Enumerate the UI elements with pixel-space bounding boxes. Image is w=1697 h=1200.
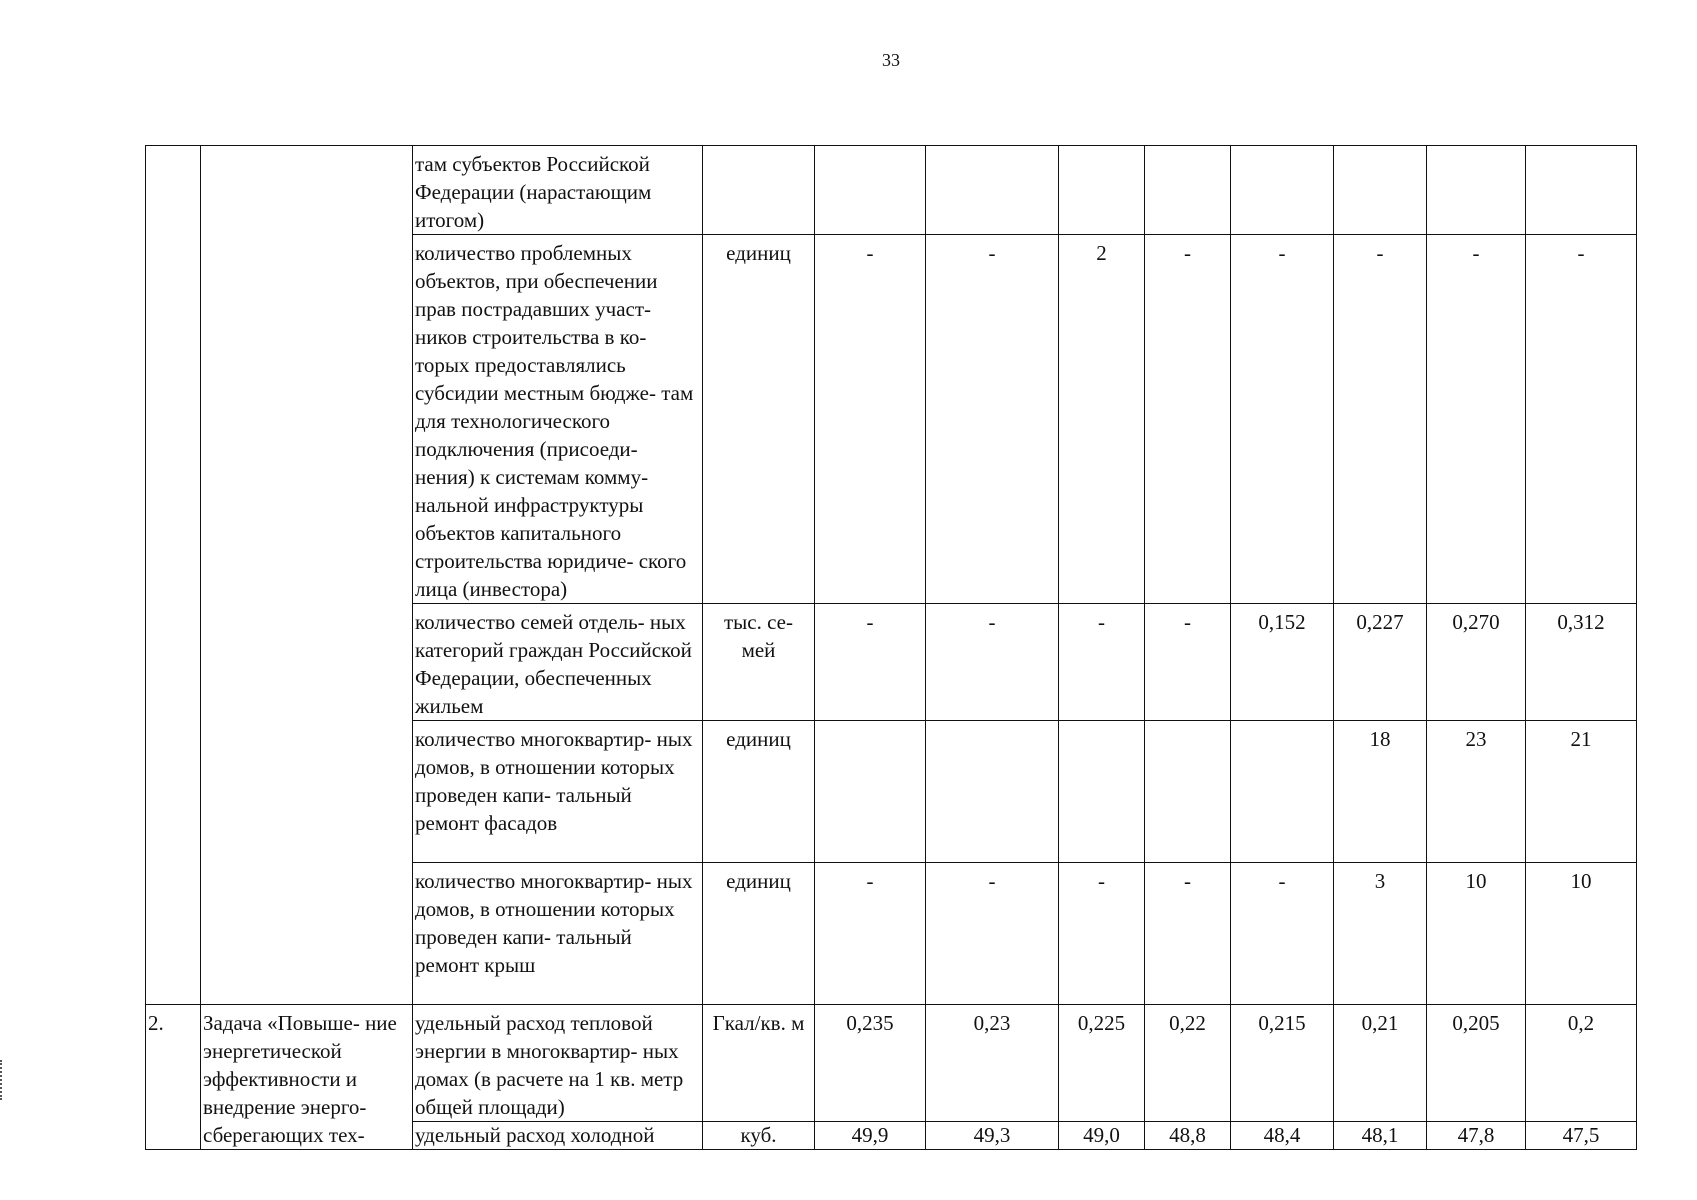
page-number: 33 [882, 50, 900, 70]
value-cell: - [1526, 235, 1637, 604]
value-cell [1526, 146, 1637, 235]
value-cell: 0,205 [1427, 1005, 1526, 1122]
value-cell: - [926, 863, 1059, 1005]
value-cell: 3 [1334, 863, 1427, 1005]
value-cell: 0,152 [1231, 604, 1334, 721]
value-cell: 0,21 [1334, 1005, 1427, 1122]
unit-cell: Гкал/кв. м [703, 1005, 815, 1122]
value-cell [1427, 146, 1526, 235]
value-cell: 0,215 [1231, 1005, 1334, 1122]
table-row [146, 146, 1637, 235]
unit-cell: единиц [703, 235, 815, 604]
indicator-cell: количество многоквартир- ных домов, в отношении которых проведен капи- тальный ремонт фасадов [413, 721, 703, 863]
indicator-cell: удельный расход холодной [413, 1122, 703, 1150]
row-number-cell: 2. [146, 1005, 201, 1150]
value-cell: 10 [1526, 863, 1637, 1005]
scan-margin-marks [0, 1060, 8, 1100]
value-cell: - [1145, 235, 1231, 604]
value-cell: - [1145, 863, 1231, 1005]
unit-cell: единиц [703, 721, 815, 863]
value-cell: 49,3 [926, 1122, 1059, 1150]
unit-cell: единиц [703, 863, 815, 1005]
value-cell: 10 [1427, 863, 1526, 1005]
value-cell: - [926, 235, 1059, 604]
value-cell: 0,270 [1427, 604, 1526, 721]
value-cell: - [815, 863, 926, 1005]
value-cell: 47,5 [1526, 1122, 1637, 1150]
unit-cell: куб. [703, 1122, 815, 1150]
value-cell: 0,22 [1145, 1005, 1231, 1122]
value-cell: 47,8 [1427, 1122, 1526, 1150]
value-cell [1059, 146, 1145, 235]
value-cell: 48,4 [1231, 1122, 1334, 1150]
value-cell: - [1059, 604, 1145, 721]
value-cell: - [1231, 863, 1334, 1005]
value-cell: 0,225 [1059, 1005, 1145, 1122]
value-cell: - [815, 604, 926, 721]
value-cell [815, 721, 926, 863]
value-cell: 48,8 [1145, 1122, 1231, 1150]
value-cell [926, 721, 1059, 863]
value-cell [1334, 146, 1427, 235]
value-cell [1145, 721, 1231, 863]
value-cell [1059, 721, 1145, 863]
task-cell: Задача «Повыше- ние энергетической эффективности и внедрение энерго- сберегающих тех- [201, 1005, 413, 1150]
value-cell: - [1334, 235, 1427, 604]
value-cell [815, 146, 926, 235]
indicator-cell: количество многоквартир- ных домов, в отношении которых проведен капи- тальный ремонт крыш [413, 863, 703, 1005]
value-cell: 2 [1059, 235, 1145, 604]
value-cell: 49,0 [1059, 1122, 1145, 1150]
value-cell: 0,2 [1526, 1005, 1637, 1122]
value-cell: 0,227 [1334, 604, 1427, 721]
indicator-cell: количество семей отдель- ных категорий граждан Российской Федерации, обеспеченных жильем [413, 604, 703, 721]
indicator-cell: удельный расход тепловой энергии в многоквартир- ных домах (в расчете на 1 кв. метр общей площади) [413, 1005, 703, 1122]
indicator-cell: количество проблемных объектов, при обеспечении прав пострадавших участ- ников строительства в ко- торых предоставлялись субсидии местным бюдже- там для технологического подключения (присоеди- нения) к системам комму- нальной инфраструктуры объектов капитального строительства юридиче- ского лица (инвестора) [413, 235, 703, 604]
indicators-table [145, 145, 1637, 1150]
value-cell: - [1231, 235, 1334, 604]
value-cell: 49,9 [815, 1122, 926, 1150]
value-cell: - [1427, 235, 1526, 604]
table-row [146, 1005, 1637, 1122]
indicator-cell: там субъектов Российской Федерации (нарастающим итогом) [413, 146, 703, 235]
value-cell [1231, 146, 1334, 235]
task-cell [201, 146, 413, 1005]
value-cell: - [926, 604, 1059, 721]
value-cell [1145, 146, 1231, 235]
unit-cell: тыс. се- мей [703, 604, 815, 721]
value-cell [1231, 721, 1334, 863]
unit-cell [703, 146, 815, 235]
value-cell: 18 [1334, 721, 1427, 863]
value-cell: - [1059, 863, 1145, 1005]
value-cell: 23 [1427, 721, 1526, 863]
value-cell: - [815, 235, 926, 604]
value-cell: 48,1 [1334, 1122, 1427, 1150]
row-number-cell [146, 146, 201, 1005]
value-cell: 21 [1526, 721, 1637, 863]
value-cell [926, 146, 1059, 235]
value-cell: 0,235 [815, 1005, 926, 1122]
value-cell: 0,23 [926, 1005, 1059, 1122]
value-cell: 0,312 [1526, 604, 1637, 721]
value-cell: - [1145, 604, 1231, 721]
